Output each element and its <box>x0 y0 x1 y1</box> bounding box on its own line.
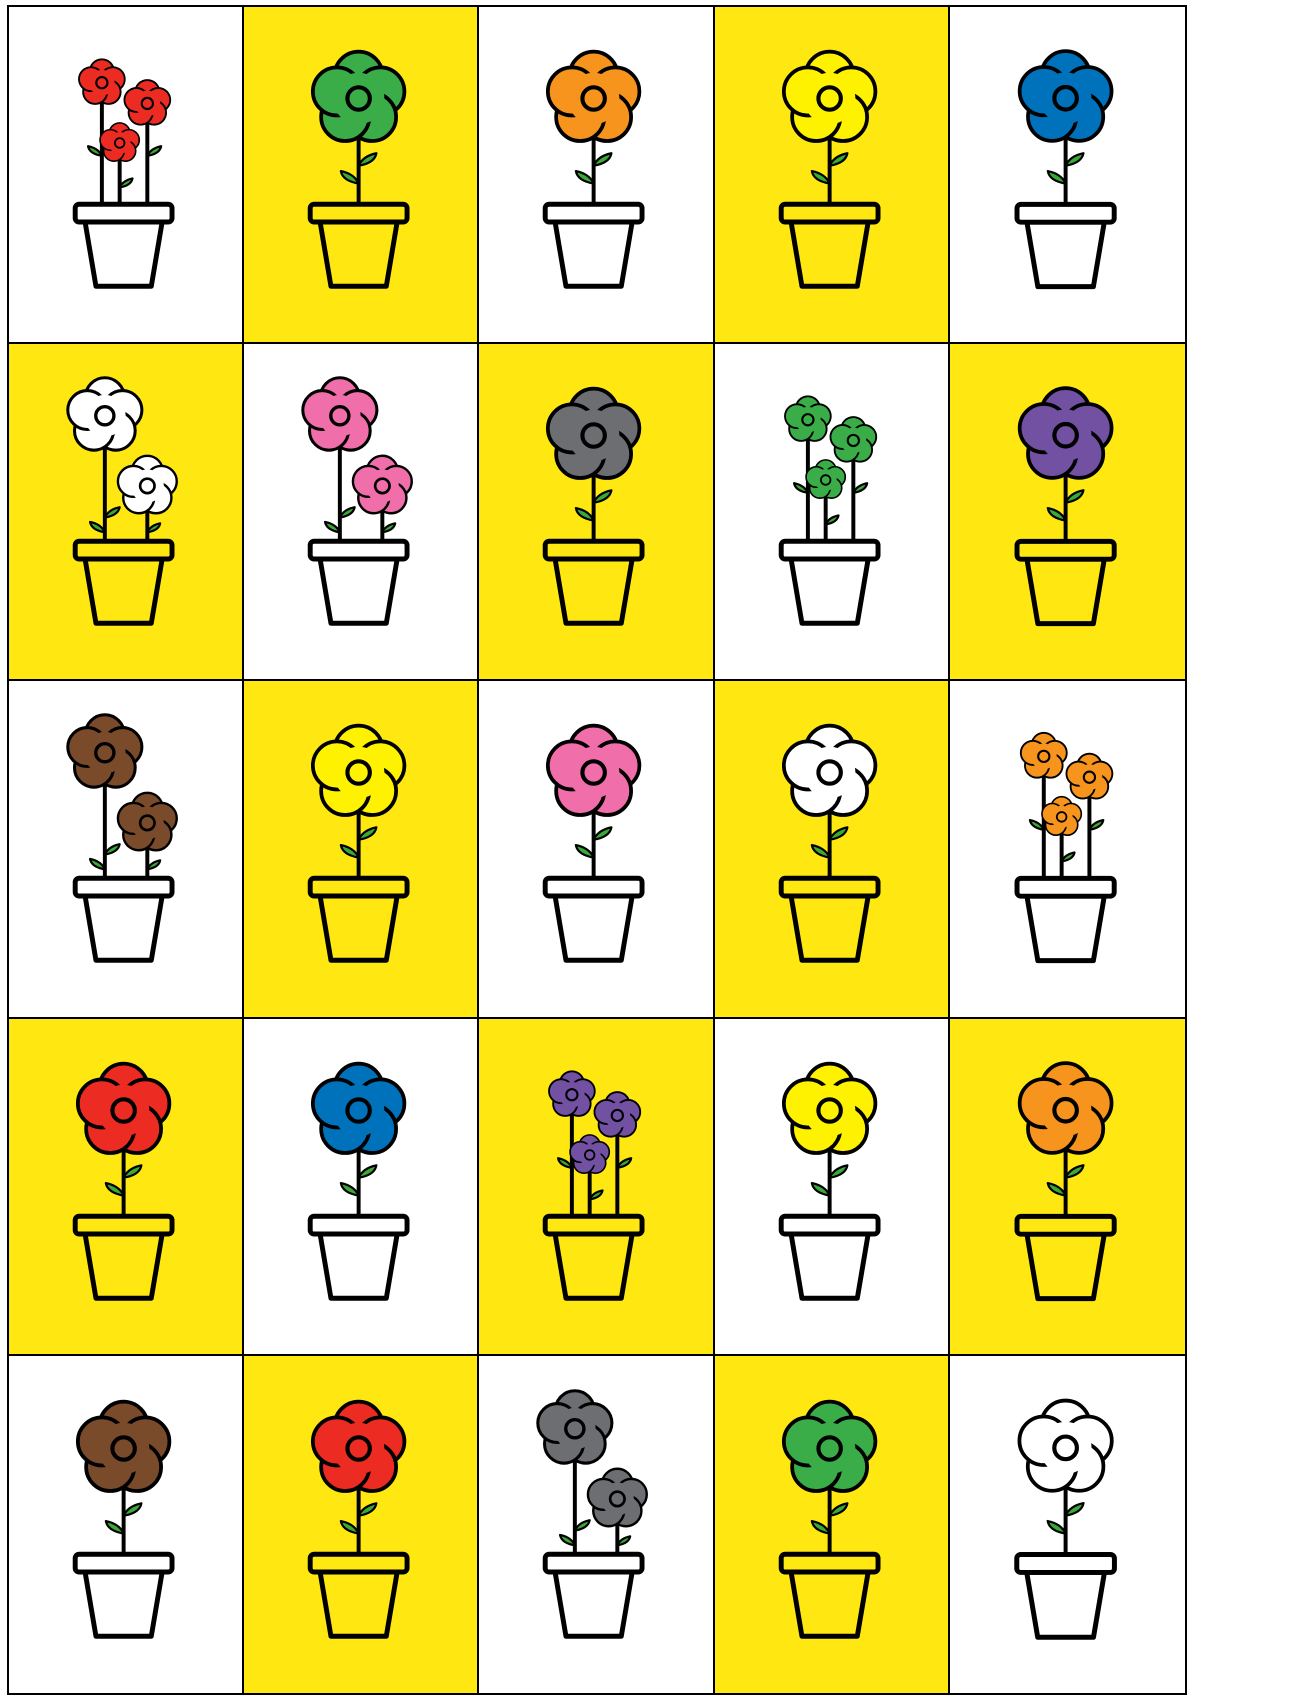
flower-pot-icon <box>781 879 878 961</box>
flower-card-r4c3[interactable] <box>479 1019 714 1356</box>
flower-head-icon <box>68 715 142 787</box>
flower-pot-illustration <box>244 7 477 342</box>
flower-pot-illustration <box>479 7 712 342</box>
flower-card-r2c4[interactable] <box>715 344 950 681</box>
leaf-icon <box>88 146 102 156</box>
flower-pot-illustration <box>715 1019 948 1354</box>
leaf-icon <box>829 828 847 840</box>
leaf-icon <box>853 483 867 493</box>
flower-card-r5c1[interactable] <box>9 1356 244 1693</box>
flowers <box>1019 1063 1111 1217</box>
flower-card-r3c5[interactable] <box>950 681 1185 1018</box>
flower-head-icon <box>78 1401 170 1490</box>
flower-pot-illustration <box>9 7 242 342</box>
flower-card-r2c3[interactable] <box>479 344 714 681</box>
flower-head-icon <box>785 396 831 441</box>
flower-head-icon <box>313 1063 405 1152</box>
flower-head-icon <box>1019 51 1111 141</box>
flowers <box>79 59 170 205</box>
flowers <box>548 726 640 880</box>
leaf-icon <box>340 507 355 517</box>
flower-head-icon <box>79 59 125 104</box>
leaf-icon <box>575 1520 590 1530</box>
flowers <box>78 1401 170 1555</box>
flowers <box>1019 1400 1111 1555</box>
flower-pot-icon <box>546 1554 643 1636</box>
flowers <box>783 52 875 206</box>
leaf-icon <box>560 1535 575 1545</box>
flower-pot-icon <box>75 1554 172 1636</box>
flower-pot-illustration <box>715 344 948 679</box>
flower-pot-illustration <box>950 344 1185 679</box>
flower-card-r5c2[interactable] <box>244 1356 479 1693</box>
flowers <box>548 52 640 206</box>
flower-head-icon <box>78 1063 170 1152</box>
flower-pot-illustration <box>9 681 242 1016</box>
leaf-icon <box>1065 490 1083 502</box>
flower-card-r5c5[interactable] <box>950 1356 1185 1693</box>
leaf-icon <box>794 483 808 493</box>
flowers <box>78 1063 170 1217</box>
flowers <box>783 1401 875 1555</box>
leaf-icon <box>1065 1165 1083 1177</box>
flowers <box>313 1063 405 1217</box>
leaf-icon <box>359 828 377 840</box>
flower-pot-illustration <box>950 681 1185 1016</box>
flower-card-r3c4[interactable] <box>715 681 950 1018</box>
flower-pot-illustration <box>715 1356 948 1693</box>
leaf-icon <box>341 1521 359 1533</box>
leaf-icon <box>325 522 340 532</box>
flower-pot-illustration <box>950 1019 1185 1354</box>
flower-card-r2c2[interactable] <box>244 344 479 681</box>
flower-head-icon <box>100 123 139 161</box>
leaf-icon <box>594 490 612 502</box>
flower-head-icon <box>783 1063 875 1152</box>
leaf-icon <box>1065 1503 1083 1516</box>
flower-head-icon <box>303 378 377 450</box>
leaf-icon <box>811 171 829 183</box>
leaf-icon <box>829 153 847 165</box>
flower-pot-illustration <box>244 1019 477 1354</box>
flower-head-icon <box>1042 797 1081 835</box>
leaf-icon <box>105 507 120 517</box>
leaf-icon <box>1048 508 1066 520</box>
flower-card-r3c2[interactable] <box>244 681 479 1018</box>
leaf-icon <box>341 171 359 183</box>
flower-pot-icon <box>75 541 172 623</box>
flower-head-icon <box>124 80 170 125</box>
flower-pot-icon <box>1017 1554 1115 1637</box>
leaf-icon <box>811 1183 829 1195</box>
flower-pot-icon <box>1017 1216 1114 1298</box>
flower-head-icon <box>313 1401 405 1490</box>
flower-card-r5c3[interactable] <box>479 1356 714 1693</box>
leaf-icon <box>124 1165 142 1177</box>
leaf-icon <box>1089 820 1103 830</box>
leaf-icon <box>341 1183 359 1195</box>
flowers <box>1021 733 1113 880</box>
flower-head-icon <box>1019 1400 1111 1490</box>
leaf-icon <box>1048 171 1066 183</box>
leaf-icon <box>829 1503 847 1515</box>
flower-head-icon <box>313 52 405 141</box>
leaf-icon <box>576 508 594 520</box>
flower-head-icon <box>68 378 142 450</box>
flower-pot-illustration <box>479 1356 712 1693</box>
flower-head-icon <box>1021 733 1067 778</box>
leaf-icon <box>106 1183 124 1195</box>
flower-head-icon <box>595 1092 641 1137</box>
flower-card-r4c4[interactable] <box>715 1019 950 1356</box>
leaf-icon <box>105 845 120 855</box>
flower-pot-illustration <box>950 7 1185 342</box>
flower-head-icon <box>118 793 177 850</box>
leaf-icon <box>594 153 612 165</box>
flower-pot-illustration <box>479 681 712 1016</box>
leaf-icon <box>1047 1521 1065 1534</box>
flower-pot-illustration <box>244 344 477 679</box>
leaf-icon <box>106 1521 124 1533</box>
flower-pot-icon <box>1017 204 1114 286</box>
leaf-icon <box>811 845 829 857</box>
flowers <box>313 52 405 206</box>
flower-pot-illustration <box>9 1356 242 1693</box>
leaf-icon <box>359 153 377 165</box>
flower-pot-icon <box>781 204 878 286</box>
flower-pot-illustration <box>9 1019 242 1354</box>
flower-pot-icon <box>310 1216 407 1298</box>
flower-pot-icon <box>781 1216 878 1298</box>
flower-pot-illustration <box>950 1356 1185 1693</box>
flower-pot-illustration <box>715 7 948 342</box>
flower-head-icon <box>783 52 875 141</box>
flower-head-icon <box>548 52 640 141</box>
flower-card-r1c3[interactable] <box>479 7 714 344</box>
flower-pot-illustration <box>244 681 477 1016</box>
flower-pot-illustration <box>715 681 948 1016</box>
flowers <box>1019 388 1111 542</box>
flower-head-icon <box>1019 388 1111 478</box>
flower-pot-icon <box>781 1554 878 1636</box>
flowers <box>303 378 412 542</box>
flower-card-r5c4[interactable] <box>715 1356 950 1693</box>
flower-head-icon <box>548 389 640 478</box>
flowers <box>548 389 640 543</box>
flower-pot-illustration <box>9 344 242 679</box>
flower-card-r3c1[interactable] <box>9 681 244 1018</box>
flower-head-icon <box>588 1469 647 1526</box>
leaf-icon <box>829 1165 847 1177</box>
flowers <box>68 378 177 542</box>
leaf-icon <box>359 1503 377 1515</box>
flower-card-r4c1[interactable] <box>9 1019 244 1356</box>
flower-card-r3c3[interactable] <box>479 681 714 1018</box>
flower-head-icon <box>1019 1063 1111 1153</box>
flower-card-r4c5[interactable] <box>950 1019 1185 1356</box>
flower-pot-icon <box>546 879 643 961</box>
flower-head-icon <box>549 1071 595 1116</box>
leaf-icon <box>811 1521 829 1533</box>
flowers <box>1019 51 1111 205</box>
flower-pot-icon <box>310 204 407 286</box>
leaf-icon <box>90 522 105 532</box>
flower-card-r1c4[interactable] <box>715 7 950 344</box>
flowers <box>549 1071 640 1217</box>
flower-head-icon <box>118 456 177 513</box>
leaf-icon <box>558 1158 572 1168</box>
flower-pot-icon <box>75 204 172 286</box>
leaf-icon <box>1048 1183 1066 1195</box>
flower-pot-illustration <box>479 344 712 679</box>
flowers <box>313 726 405 880</box>
leaf-icon <box>618 1158 632 1168</box>
flower-card-r1c2[interactable] <box>244 7 479 344</box>
flower-head-icon <box>570 1134 609 1172</box>
flower-head-icon <box>353 456 412 513</box>
leaf-icon <box>147 146 161 156</box>
flower-head-icon <box>806 460 845 498</box>
leaf-icon <box>576 845 594 857</box>
flower-pot-icon <box>75 879 172 961</box>
flower-pot-icon <box>546 541 643 623</box>
flower-head-icon <box>783 726 875 815</box>
flowers <box>313 1401 405 1555</box>
flower-pot-card-grid <box>7 5 1187 1695</box>
flower-pot-icon <box>546 204 643 286</box>
flower-head-icon <box>1066 754 1112 799</box>
flower-pot-illustration <box>244 1356 477 1693</box>
flower-head-icon <box>538 1391 612 1463</box>
leaf-icon <box>1030 820 1044 830</box>
flower-card-r4c2[interactable] <box>244 1019 479 1356</box>
flower-pot-icon <box>310 541 407 623</box>
flower-pot-icon <box>1017 879 1114 961</box>
leaf-icon <box>594 828 612 840</box>
flower-head-icon <box>313 726 405 815</box>
flowers <box>783 726 875 880</box>
flower-head-icon <box>830 417 876 462</box>
leaf-icon <box>90 859 105 869</box>
leaf-icon <box>341 845 359 857</box>
flower-pot-icon <box>310 879 407 961</box>
flowers <box>785 396 876 542</box>
flowers <box>68 715 177 879</box>
flower-head-icon <box>783 1401 875 1490</box>
flower-pot-icon <box>75 1216 172 1298</box>
flower-pot-icon <box>781 541 878 623</box>
flower-card-r2c1[interactable] <box>9 344 244 681</box>
leaf-icon <box>576 171 594 183</box>
flower-pot-icon <box>310 1554 407 1636</box>
leaf-icon <box>1065 153 1083 165</box>
flower-head-icon <box>548 726 640 815</box>
flower-card-r2c5[interactable] <box>950 344 1185 681</box>
flower-pot-illustration <box>479 1019 712 1354</box>
leaf-icon <box>359 1165 377 1177</box>
flower-card-r1c5[interactable] <box>950 7 1185 344</box>
flower-pot-icon <box>546 1216 643 1298</box>
flower-pot-icon <box>1017 542 1114 624</box>
leaf-icon <box>124 1503 142 1515</box>
flower-card-r1c1[interactable] <box>9 7 244 344</box>
flowers <box>538 1391 647 1555</box>
flowers <box>783 1063 875 1217</box>
